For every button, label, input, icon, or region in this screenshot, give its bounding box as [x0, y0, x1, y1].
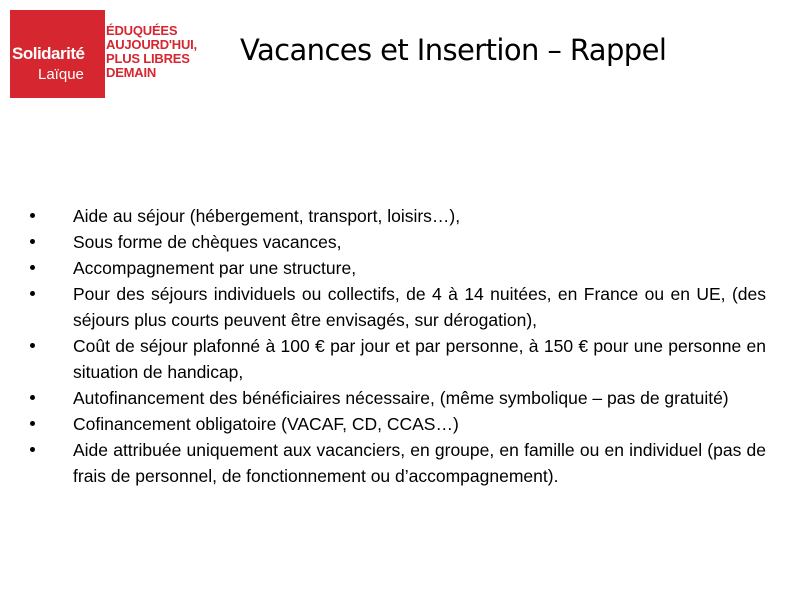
bullet-text: Pour des séjours individuels ou collectifs, de 4 à 14 nuitées, en France ou en UE, (des séjours plus courts peuvent être envisagés, sur dérogation),: [73, 284, 766, 330]
bullet-text: Accompagnement par une structure,: [73, 258, 357, 278]
logo-name-line2: Laïque: [38, 66, 84, 83]
bullet-dot-icon: [30, 421, 35, 426]
bullet-item: [30, 411, 766, 437]
bullet-text: Autofinancement des bénéficiaires nécessaire, (même symbolique – pas de gratuité): [73, 388, 729, 408]
organization-logo: [10, 10, 222, 100]
logo-slogan-line: DEMAIN: [106, 65, 157, 80]
logo-slogan: [106, 24, 197, 80]
slide-title: Vacances et Insertion – Rappel: [240, 33, 667, 67]
bullet-list: [30, 203, 766, 489]
bullet-text: Aide attribuée uniquement aux vacanciers, en groupe, en famille ou en individuel (pas de frais de personnel, de fonctionnement ou d’accompagnement).: [73, 440, 766, 486]
bullet-item: [30, 437, 766, 489]
logo-slogan-line: AUJOURD'HUI,: [106, 37, 197, 52]
bullet-text: Sous forme de chèques vacances,: [73, 232, 342, 252]
logo-name-line1: Solidarité: [12, 44, 85, 63]
bullet-item: [30, 203, 766, 229]
logo-slogan-line: PLUS LIBRES: [106, 51, 190, 66]
bullet-dot-icon: [30, 213, 35, 218]
bullet-text: Aide au séjour (hébergement, transport, loisirs…),: [73, 206, 461, 226]
bullet-item: [30, 229, 766, 255]
bullet-text: Cofinancement obligatoire (VACAF, CD, CCAS…): [73, 414, 459, 434]
bullet-dot-icon: [30, 343, 35, 348]
logo-slogan-line: ÉDUQUÉES: [106, 23, 178, 38]
bullet-dot-icon: [30, 239, 35, 244]
bullet-dot-icon: [30, 291, 35, 296]
bullet-item: [30, 255, 766, 281]
bullet-item: [30, 333, 766, 385]
bullet-text: Coût de séjour plafonné à 100 € par jour et par personne, à 150 € pour une personne en situation de handicap,: [73, 336, 766, 382]
bullet-dot-icon: [30, 395, 35, 400]
bullet-dot-icon: [30, 265, 35, 270]
bullet-item: [30, 385, 766, 411]
logo-red-block: [10, 10, 105, 98]
bullet-item: [30, 281, 766, 333]
bullet-dot-icon: [30, 447, 35, 452]
